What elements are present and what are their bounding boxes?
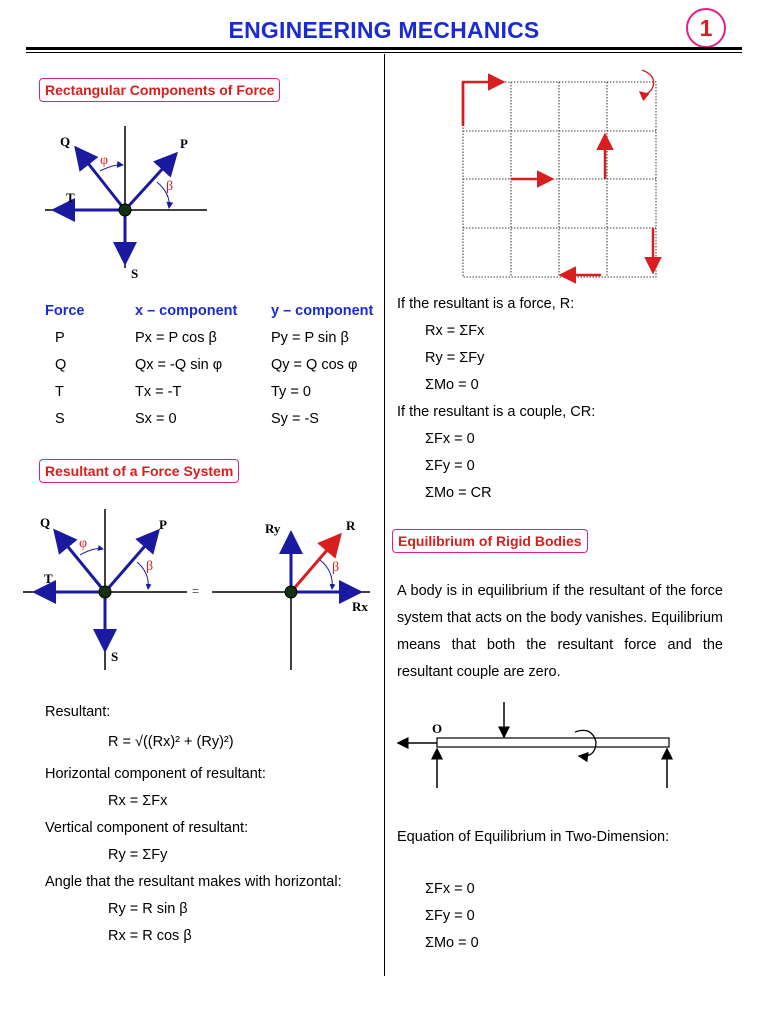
resultant-formula: R = √((Rx)² + (Ry)²) [108, 734, 234, 750]
label-q: Q [60, 134, 71, 149]
couple-eq-fy: ΣFy = 0 [425, 458, 475, 474]
table-cell: Qx = -Q sin φ [135, 357, 223, 373]
angle-label: Angle that the resultant makes with horizontal: [45, 874, 342, 890]
angle-eq-1: Ry = R sin β [108, 901, 188, 917]
horizontal-label: Horizontal component of resultant: [45, 766, 266, 782]
couple-eq-fx: ΣFx = 0 [425, 431, 475, 447]
vertical-eq: Ry = ΣFy [108, 847, 168, 863]
force-eq-rx: Rx = ΣFx [425, 323, 485, 339]
couple-grid-diagram [455, 62, 670, 284]
page-number-badge: 1 [686, 8, 726, 48]
svg-text:S: S [111, 649, 119, 664]
table-cell: Sy = -S [271, 411, 319, 427]
table-cell: Px = P cos β [135, 330, 217, 346]
force-eq-ry: Ry = ΣFy [425, 350, 485, 366]
resultant-label: Resultant: [45, 704, 111, 720]
column-divider [384, 54, 385, 976]
label-t: T [66, 190, 75, 205]
table-header-x: x – component [135, 303, 238, 319]
resultant-diagram [20, 505, 375, 675]
header-rule-thin [26, 52, 742, 53]
vertical-label: Vertical component of resultant: [45, 820, 249, 836]
table-cell: Q [55, 357, 67, 373]
svg-text:φ: φ [79, 536, 88, 551]
label-ry: Ry [265, 521, 281, 536]
table-cell: Ty = 0 [271, 384, 311, 400]
angle-eq-2: Rx = R cos β [108, 928, 192, 944]
section-heading-equilibrium: Equilibrium of Rigid Bodies [392, 529, 588, 553]
table-cell: Py = P sin β [271, 330, 349, 346]
two-d-label: Equation of Equilibrium in Two-Dimension: [397, 829, 670, 845]
section-heading-rect-components: Rectangular Components of Force [39, 78, 280, 102]
svg-text:T: T [44, 571, 53, 586]
equilibrium-paragraph: A body is in equilibrium if the resultant of the force system that acts on the body vanishes. Equilibrium means that both the resultant force and the resultant couple are zero. [397, 583, 723, 680]
table-cell: T [55, 384, 64, 400]
svg-text:β: β [146, 559, 154, 574]
if-couple-label: If the resultant is a couple, CR: [397, 404, 596, 420]
table-cell: Qy = Q cos φ [271, 357, 358, 373]
label-r: R [346, 518, 356, 533]
label-rx: Rx [352, 599, 368, 614]
beam-diagram [392, 700, 682, 792]
table-cell: Tx = -T [135, 384, 182, 400]
label-s: S [131, 266, 139, 281]
label-phi: φ [100, 153, 109, 168]
table-cell: Sx = 0 [135, 411, 177, 427]
svg-text:P: P [159, 517, 167, 532]
two-d-eq-fx: ΣFx = 0 [425, 881, 475, 897]
table-header-y: y – component [271, 303, 374, 319]
page-title: ENGINEERING MECHANICS [228, 17, 540, 43]
two-d-eq-fy: ΣFy = 0 [425, 908, 475, 924]
table-header-force: Force [45, 303, 85, 319]
horizontal-eq: Rx = ΣFx [108, 793, 168, 809]
force-components-diagram [30, 118, 220, 288]
section-heading-resultant: Resultant of a Force System [39, 459, 239, 483]
table-cell: P [55, 330, 65, 346]
two-d-eq-mo: ΣMo = 0 [425, 935, 479, 951]
svg-text:β: β [332, 560, 340, 575]
force-eq-mo: ΣMo = 0 [425, 377, 479, 393]
equals-sign: = [192, 584, 200, 598]
label-beta: β [166, 179, 174, 194]
couple-eq-mo: ΣMo = CR [425, 485, 492, 501]
label-p: P [180, 136, 188, 151]
label-o: O [432, 721, 443, 736]
if-force-label: If the resultant is a force, R: [397, 296, 575, 312]
svg-text:Q: Q [40, 515, 51, 530]
header-rule [26, 47, 742, 50]
table-cell: S [55, 411, 65, 427]
